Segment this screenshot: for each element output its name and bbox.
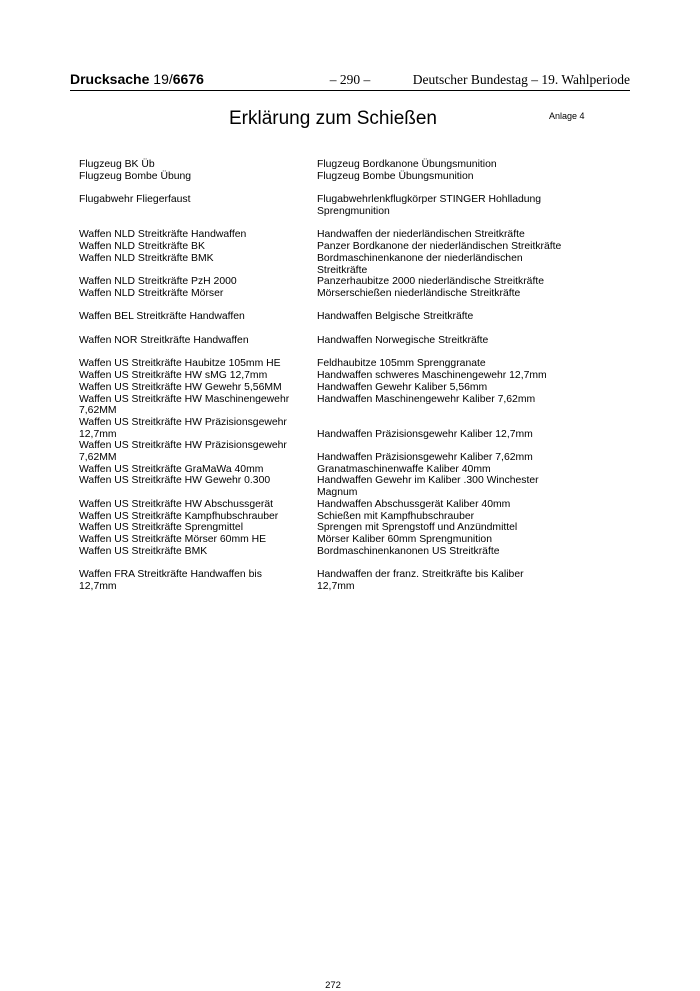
explanation-table bbox=[79, 159, 579, 604]
term-text: Waffen BEL Streitkräfte Handwaffen bbox=[79, 311, 245, 323]
explanation-text: Flugzeug Bordkanone Übungsmunition bbox=[317, 159, 497, 170]
term-column bbox=[79, 311, 317, 323]
explanation-text: Handwaffen Gewehr im Kaliber .300 Winchester bbox=[317, 475, 539, 487]
explanation-text: Handwaffen Maschinengewehr Kaliber 7,62mm bbox=[317, 393, 536, 405]
term-text: 7,62MM bbox=[79, 405, 117, 417]
entry-group bbox=[79, 194, 579, 217]
term-text: Waffen US Streitkräfte GraMaWa 40mm bbox=[79, 463, 264, 475]
term-text: Waffen NLD Streitkräfte PzH 2000 bbox=[79, 276, 237, 288]
explanation-text: 12,7mm bbox=[317, 580, 355, 592]
term-text: Waffen US Streitkräfte HW Maschinengewehr bbox=[79, 393, 290, 405]
term-text: 12,7mm bbox=[79, 580, 117, 592]
term-text: Waffen US Streitkräfte HW sMG 12,7mm bbox=[79, 370, 268, 382]
explanation-text: Mörser Kaliber 60mm Sprengmunition bbox=[317, 533, 492, 545]
explanation-text: Panzerhaubitze 2000 niederländische Streitkräfte bbox=[317, 276, 545, 288]
term-text: Flugzeug Bombe Übung bbox=[79, 170, 192, 182]
term-text: Waffen US Streitkräfte Mörser 60mm HE bbox=[79, 533, 267, 545]
term-column bbox=[79, 569, 317, 592]
explanation-text: Mörserschießen niederländische Streitkräfte bbox=[317, 287, 521, 299]
anlage-label: Anlage 4 bbox=[549, 111, 585, 121]
explanation-text: Streitkräfte bbox=[317, 264, 368, 276]
explanation-text: Flugzeug Bombe Übungsmunition bbox=[317, 170, 474, 182]
explanation-column bbox=[317, 569, 567, 592]
term-column bbox=[79, 229, 317, 299]
term-text bbox=[79, 206, 317, 218]
page-header bbox=[70, 70, 630, 91]
explanation-text: Flugabwehrlenkflugkörper STINGER Hohlladung bbox=[317, 194, 542, 206]
term-text: Waffen NLD Streitkräfte Handwaffen bbox=[79, 229, 247, 241]
term-text: Waffen NOR Streitkräfte Handwaffen bbox=[79, 334, 249, 346]
term-text: Waffen FRA Streitkräfte Handwaffen bis bbox=[79, 569, 262, 581]
explanation-text: Feldhaubitze 105mm Sprenggranate bbox=[317, 358, 486, 370]
explanation-text: Handwaffen Präzisionsgewehr Kaliber 12,7mm bbox=[317, 428, 533, 440]
term-text: Flugzeug BK Üb bbox=[79, 159, 155, 170]
explanation-text: Sprengen mit Sprengstoff und Anzündmittel bbox=[317, 522, 518, 534]
explanation-text: Schießen mit Kampfhubschrauber bbox=[317, 510, 475, 522]
explanation-text: Handwaffen Abschussgerät Kaliber 40mm bbox=[317, 498, 511, 510]
entry-group bbox=[79, 358, 579, 557]
term-text: Waffen US Streitkräfte HW Gewehr 5,56MM bbox=[79, 381, 282, 393]
term-text: Waffen US Streitkräfte HW Gewehr 0.300 bbox=[79, 475, 271, 487]
term-text: Waffen US Streitkräfte Haubitze 105mm HE bbox=[79, 358, 281, 370]
explanation-text: Magnum bbox=[317, 487, 358, 499]
entry-group bbox=[79, 311, 579, 323]
explanation-column bbox=[317, 159, 567, 182]
explanation-text: Handwaffen Gewehr Kaliber 5,56mm bbox=[317, 381, 488, 393]
term-text: Waffen NLD Streitkräfte BK bbox=[79, 241, 205, 253]
term-text: Waffen US Streitkräfte HW Abschussgerät bbox=[79, 498, 274, 510]
page-number: 272 bbox=[325, 980, 341, 991]
header-page-number: – 290 – bbox=[329, 72, 371, 87]
explanation-text: Bordmaschinenkanonen US Streitkräfte bbox=[317, 545, 500, 557]
term-text: Flugabwehr Fliegerfaust bbox=[79, 194, 191, 206]
term-text: Waffen US Streitkräfte Kampfhubschrauber bbox=[79, 510, 279, 522]
term-column bbox=[79, 335, 317, 347]
term-text: Waffen US Streitkräfte HW Präzisionsgewehr bbox=[79, 440, 287, 452]
explanation-text: Panzer Bordkanone der niederländischen Streitkräfte bbox=[317, 241, 562, 253]
term-column bbox=[79, 358, 317, 557]
explanation-column bbox=[317, 311, 567, 323]
term-text: Waffen NLD Streitkräfte BMK bbox=[79, 252, 214, 264]
explanation-text bbox=[317, 417, 567, 429]
entry-group bbox=[79, 229, 579, 299]
term-text: Waffen US Streitkräfte HW Präzisionsgewehr bbox=[79, 416, 287, 428]
entry-group bbox=[79, 159, 579, 182]
term-text: 7,62MM bbox=[79, 452, 117, 464]
entry-group bbox=[79, 569, 579, 592]
term-column bbox=[79, 194, 317, 217]
explanation-text: Handwaffen Präzisionsgewehr Kaliber 7,62mm bbox=[317, 452, 533, 464]
explanation-column bbox=[317, 358, 567, 557]
explanation-column bbox=[317, 229, 567, 299]
explanation-text bbox=[317, 405, 567, 417]
term-text: Waffen US Streitkräfte Sprengmittel bbox=[79, 522, 244, 534]
explanation-column bbox=[317, 194, 567, 217]
explanation-text: Handwaffen schweres Maschinengewehr 12,7mm bbox=[317, 370, 547, 382]
explanation-text bbox=[317, 440, 567, 452]
explanation-text: Handwaffen der niederländischen Streitkräfte bbox=[317, 229, 525, 241]
header-bundestag: Deutscher Bundestag – 19. Wahlperiode bbox=[412, 72, 630, 87]
term-column bbox=[79, 159, 317, 182]
explanation-text: Granatmaschinenwaffe Kaliber 40mm bbox=[317, 463, 491, 475]
explanation-text: Sprengmunition bbox=[317, 205, 390, 217]
entry-group bbox=[79, 335, 579, 347]
explanation-text: Bordmaschinenkanone der niederländischen bbox=[317, 252, 523, 264]
term-text: 12,7mm bbox=[79, 428, 117, 440]
explanation-text: Handwaffen der franz. Streitkräfte bis Kaliber bbox=[317, 569, 524, 581]
explanation-text: Handwaffen Belgische Streitkräfte bbox=[317, 311, 474, 323]
term-text bbox=[79, 487, 317, 499]
explanation-text: Handwaffen Norwegische Streitkräfte bbox=[317, 334, 489, 346]
drucksache-number: Drucksache 19/6676 bbox=[70, 71, 204, 87]
term-text bbox=[79, 265, 317, 277]
explanation-column bbox=[317, 335, 567, 347]
term-text: Waffen NLD Streitkräfte Mörser bbox=[79, 287, 224, 299]
term-text: Waffen US Streitkräfte BMK bbox=[79, 545, 208, 557]
page-title: Erklärung zum Schießen bbox=[228, 108, 438, 129]
